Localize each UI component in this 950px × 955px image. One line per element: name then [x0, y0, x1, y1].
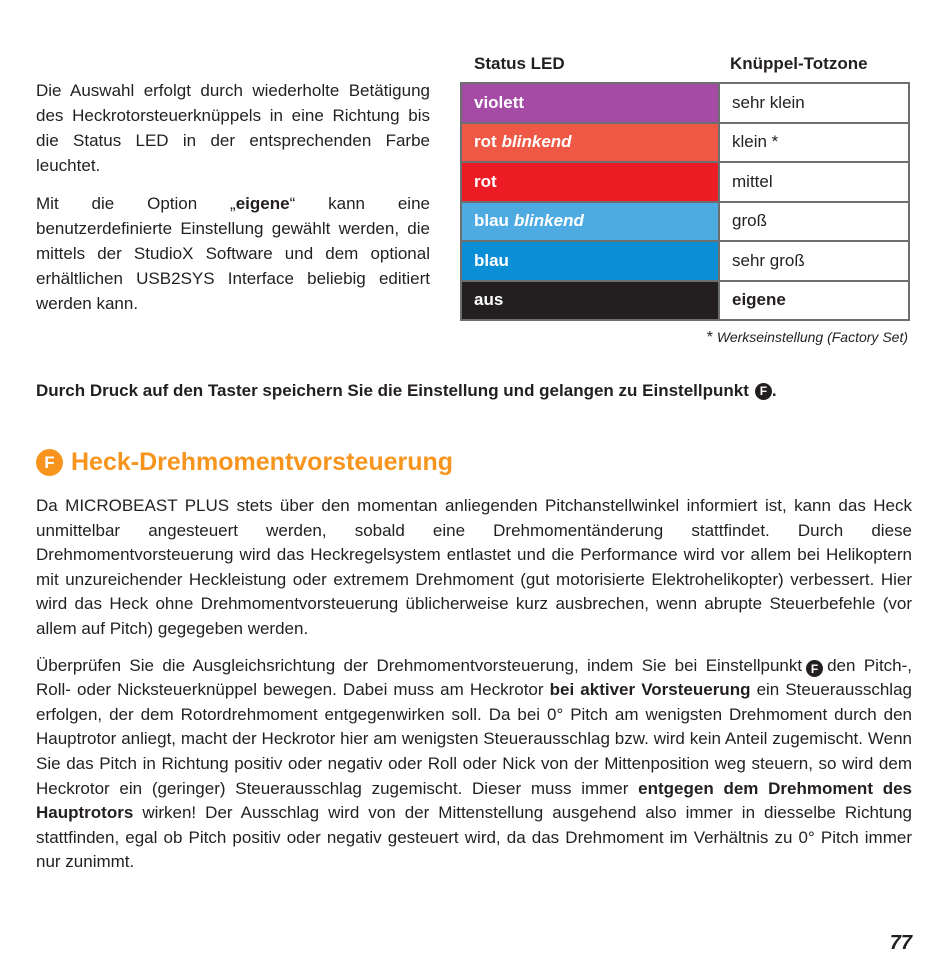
- zone-cell: klein *: [720, 124, 908, 162]
- table-row: [462, 242, 908, 280]
- section-f-marker-icon: F: [36, 449, 63, 476]
- status-blink-label: blinkend: [501, 132, 572, 152]
- status-cell: [462, 163, 718, 201]
- section-heading: [36, 448, 453, 477]
- table-row: [462, 124, 908, 162]
- intro-p2-post: “ kann eine benutzerdefinierte Einstellung gewählt werden, die mittels der StudioX Software und dem optional erhältlichen USB2SYS Interface beliebig editiert werden kann.: [36, 194, 430, 313]
- body-paragraph-2: [36, 654, 912, 875]
- status-label: blau: [474, 250, 509, 270]
- section-body: [36, 494, 912, 887]
- page-number: 77: [889, 932, 912, 954]
- led-deadzone-table: [460, 54, 910, 347]
- step-f-marker-icon: F: [755, 383, 772, 400]
- intro-paragraph-2: [36, 191, 430, 316]
- save-instruction-end: .: [771, 381, 777, 400]
- body-paragraph-1: Da MICROBEAST PLUS stets über den momentan anliegenden Pitchanstellwinkel informiert ist, kann das Heck unmittelbar angesteuert werden, sobald eine Drehmomentänderung stattfindet. Durch diese Drehmomentvorsteuerung wird das Heckregelsystem entlastet und die Performance wird vor allem bei Helikoptern mit unzureichender Heckleistung oder extremem Drehmoment (gut motorisierte Elektrohelikopter) verbessert. Hier wird das Heck ohne Drehmomentvorsteuerung üblicherweise kurz ausbrechen, wenn abrupte Steuerbefehle (vor allem auf Pitch) gegegeben werden.: [36, 496, 912, 638]
- body-p2-c: ein Steuerausschlag erfolgen, der dem Rotordrehmoment entgegenwirken soll. Da bei 0° Pitch am wenigsten Drehmoment durch den Hauptrotor anliegt, macht der Heckrotor hier am wenigsten Steuerausschlag bzw. wird kein Anteil zugemischt. Wenn Sie das Pitch in Richtung positiv oder negativ oder Roll oder Nick von der Mittenposition weg steuern, so wird dem Heckrotor ein (geringer) Steuerausschlag zugemischt. Dieser muss immer: [36, 680, 912, 798]
- zone-cell: groß: [720, 203, 908, 241]
- status-label: rot: [474, 171, 497, 191]
- body-p2-bold-1: bei aktiver Vorsteuerung: [549, 680, 751, 700]
- body-p2-a: Überprüfen Sie die Ausgleichsrichtung der Drehmomentvorsteuerung, indem Sie bei Einstellpunkt: [36, 655, 803, 675]
- table-body: [460, 82, 910, 321]
- status-label: rot: [474, 132, 497, 152]
- zone-cell: eigene: [720, 282, 908, 320]
- intro-paragraph-1: Die Auswahl erfolgt durch wiederholte Betätigung des Heckrotorsteuerknüppels in eine Richtung bis die Status LED in der entsprechenden Farbe leuchtet.: [36, 81, 430, 175]
- header-deadzone: Knüppel-Totzone: [730, 54, 868, 73]
- body-p2-b: den Pitch-, Roll- oder Nicksteuerknüppel bewegen. Dabei muss am Heckrotor: [36, 655, 913, 700]
- intro-text: [36, 78, 430, 329]
- table-row: [462, 282, 908, 320]
- section-title: Heck-Drehmomentvorsteuerung: [71, 448, 454, 476]
- zone-cell: sehr groß: [720, 242, 908, 280]
- status-cell: [462, 124, 718, 162]
- save-instruction-text: Durch Druck auf den Taster speichern Sie die Einstellung und gelangen zu Einstellpunkt: [36, 381, 749, 400]
- status-blink-label: blinkend: [513, 211, 584, 231]
- status-cell: [462, 242, 718, 280]
- body-p2-bold-2: entgegen dem Drehmoment des Hauptrotors: [36, 778, 912, 823]
- status-cell: [462, 282, 718, 320]
- footnote-text: Werkseinstellung (Factory Set): [716, 329, 908, 345]
- step-f-inline-icon: F: [806, 660, 823, 677]
- status-cell: [462, 84, 718, 122]
- status-label: aus: [474, 290, 504, 310]
- table-row: [462, 84, 908, 122]
- body-p2-d: wirken! Der Ausschlag wird von der Mittenstellung ausgehend also immer in diesselbe Richtung stattfinden, egal ob Pitch positiv oder negativ gesteuert wird, da das Drehmoment im Verhältnis zu 0° Pitch immer nur zunimmt.: [36, 803, 912, 872]
- zone-cell: mittel: [720, 163, 908, 201]
- save-instruction: [36, 381, 777, 401]
- table-header: [460, 54, 910, 82]
- intro-p2-pre: Mit die Option „: [36, 194, 236, 213]
- footnote-star: *: [706, 329, 713, 346]
- intro-p2-bold: eigene: [235, 194, 290, 213]
- table-row: [462, 203, 908, 241]
- table-footnote: [460, 329, 910, 347]
- header-status-led: Status LED: [474, 54, 565, 73]
- status-label: blau: [474, 211, 509, 231]
- status-cell: [462, 203, 718, 241]
- status-label: violett: [474, 92, 525, 112]
- zone-cell: sehr klein: [720, 84, 908, 122]
- table-row: [462, 163, 908, 201]
